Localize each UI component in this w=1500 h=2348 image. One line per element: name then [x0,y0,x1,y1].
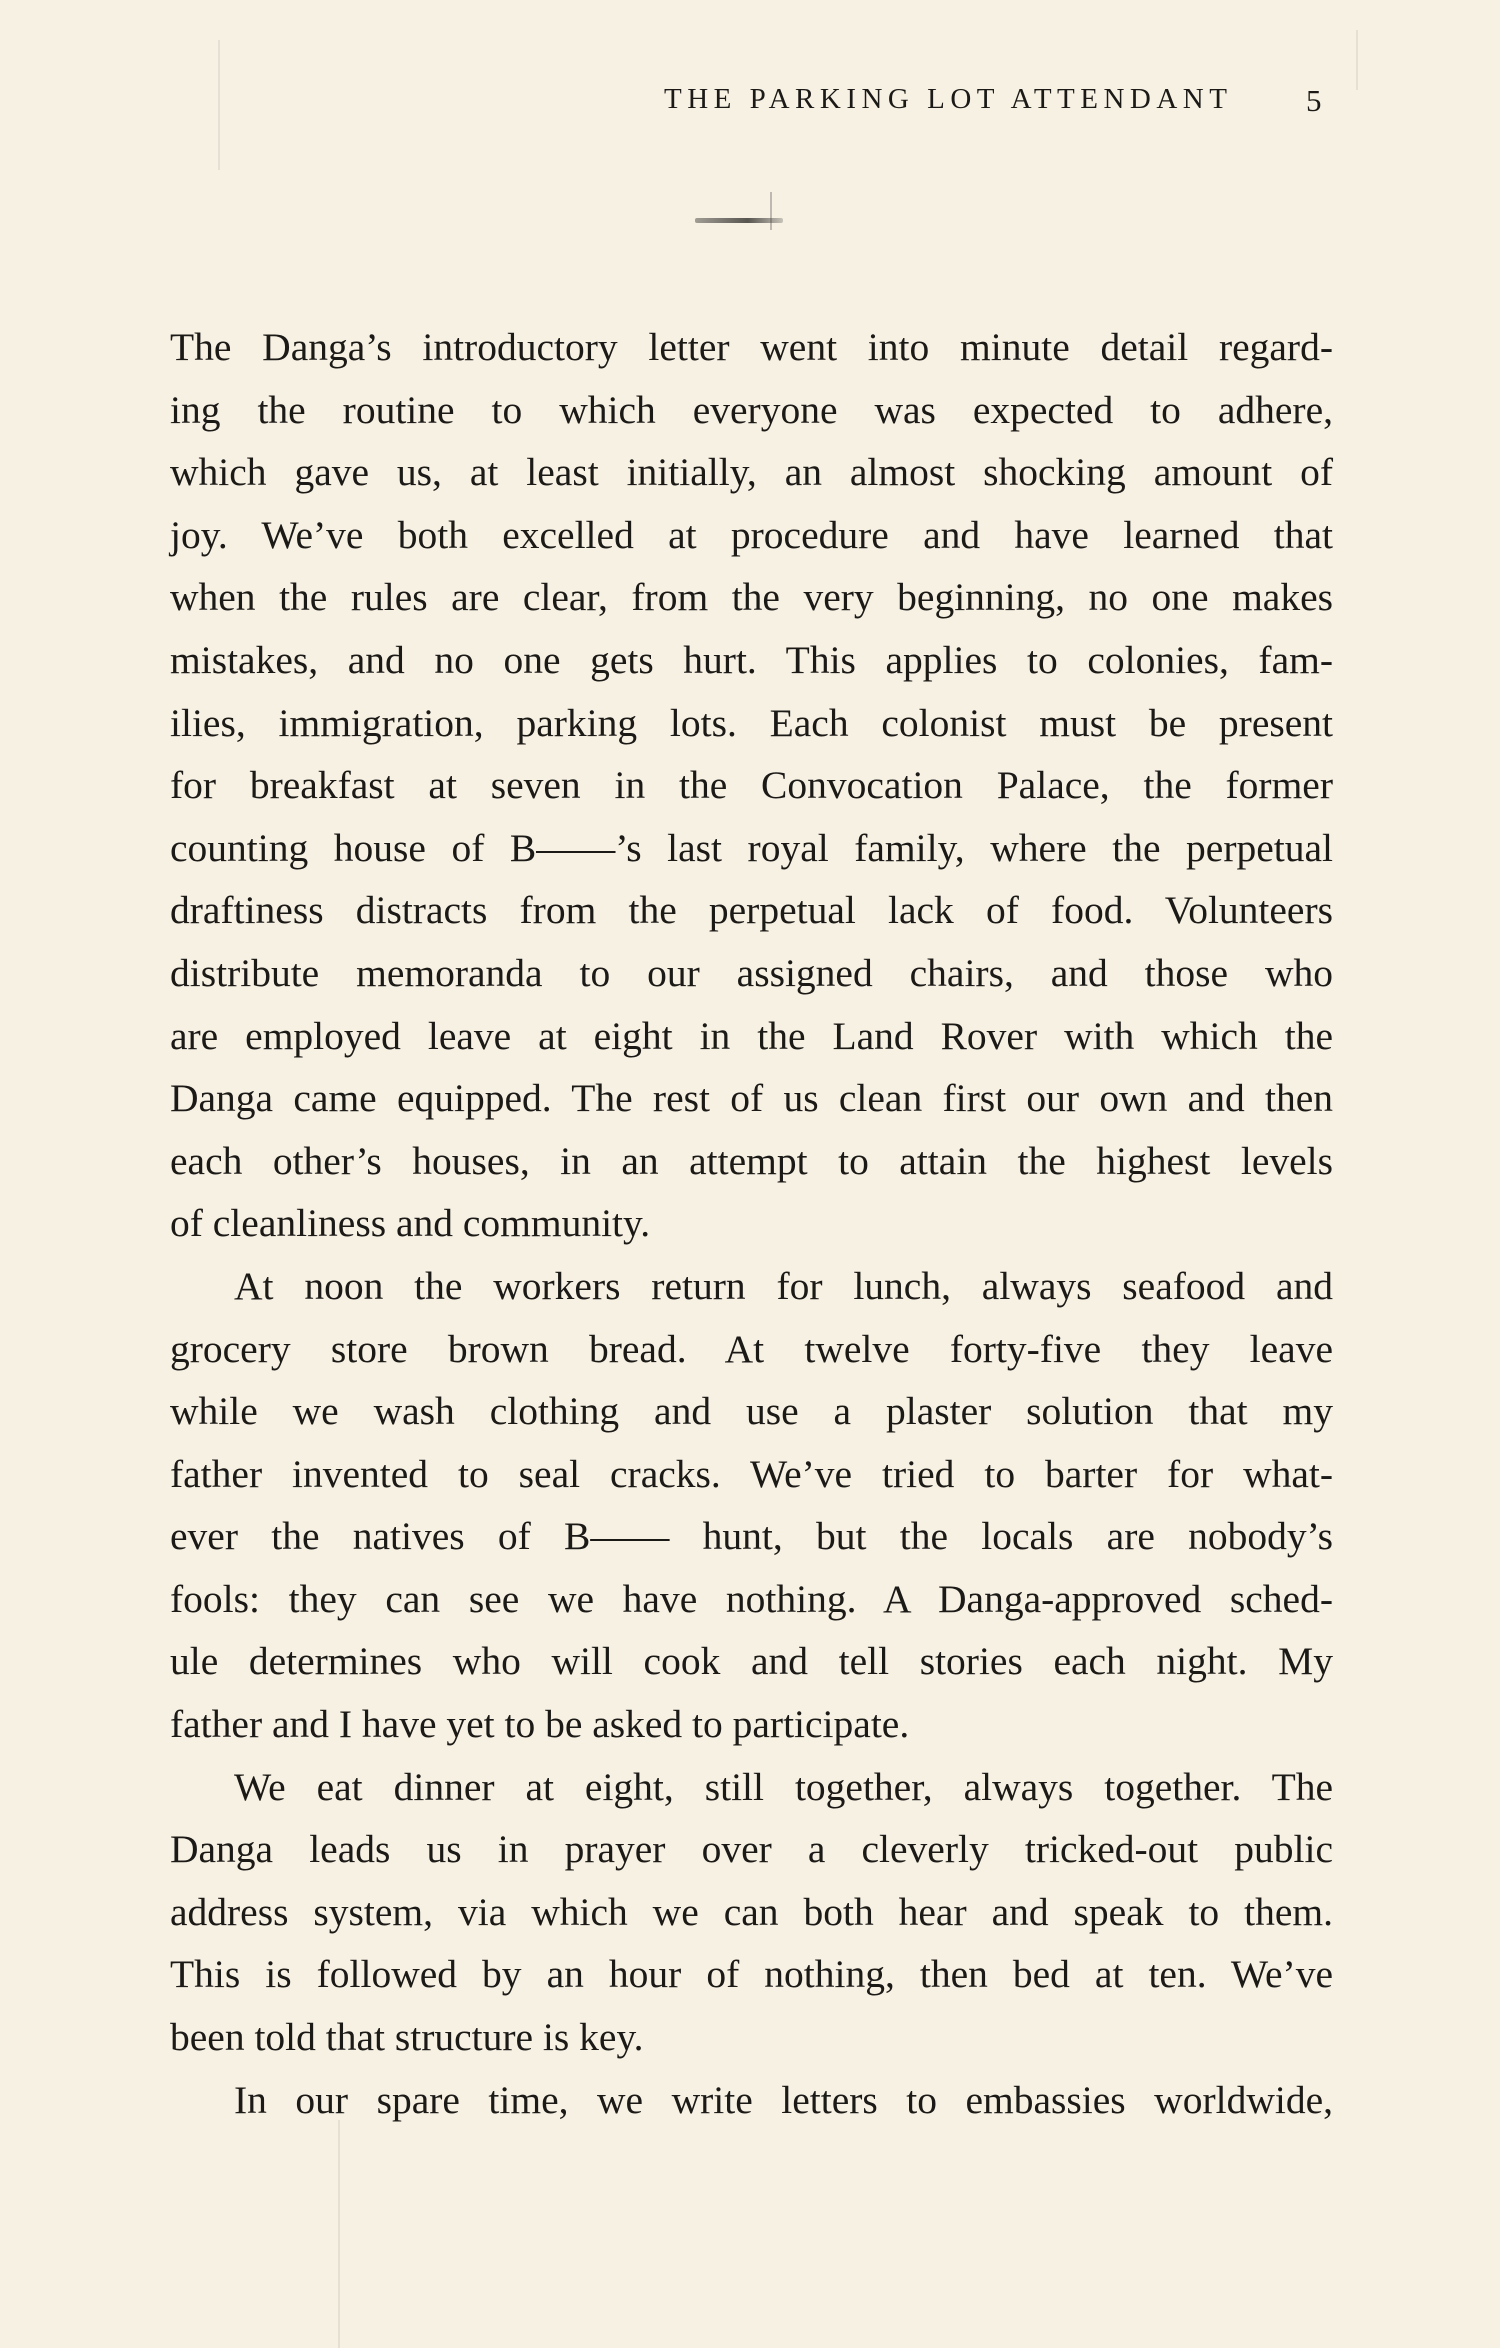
section-break-ornament [695,218,783,223]
paragraph [170,316,1333,1255]
text-line: father invented to seal cracks. We’ve tried to barter for what- [170,1451,1333,1496]
text-line: We eat dinner at eight, still together, always together. The [234,1764,1333,1809]
scan-artifact [338,2120,340,2348]
text-line: This is followed by an hour of nothing, then bed at ten. We’ve [170,1952,1333,1997]
text-line: when the rules are clear, from the very beginning, no one makes [170,575,1333,620]
text-line: each other’s houses, in an attempt to attain the highest levels [170,1138,1333,1183]
text-line: joy. We’ve both excelled at procedure and have learned that [170,512,1333,557]
text-line: for breakfast at seven in the Convocation Palace, the former [170,763,1333,808]
text-line: Danga leads us in prayer over a cleverly tricked-out public [170,1827,1333,1872]
text-line: ilies, immigration, parking lots. Each colonist must be present [170,700,1333,745]
section-break-tick [770,192,772,230]
text-line: ing the routine to which everyone was expected to adhere, [170,387,1333,432]
page-number: 5 [1306,83,1322,118]
paragraph [170,1255,1333,1756]
text-line: ule determines who will cook and tell stories each night. My [170,1639,1333,1684]
text-line: which gave us, at least initially, an almost shocking amount of [170,450,1333,495]
text-line: The Danga’s introductory letter went into minute detail regard- [170,325,1333,369]
text-line: mistakes, and no one gets hurt. This applies to colonies, fam- [170,637,1333,682]
text-line: while we wash clothing and use a plaster solution that my [170,1389,1333,1434]
text-line: counting house of B——’s last royal family, where the perpetual [170,825,1333,870]
body-text [170,316,1333,2131]
paragraph [170,2069,1333,2132]
scan-artifact [1356,30,1358,90]
paragraph [170,1756,1333,2069]
text-line: In our spare time, we write letters to embassies worldwide, [234,2077,1333,2122]
running-title: THE PARKING LOT ATTENDANT [664,83,1233,115]
running-head [0,83,1500,123]
text-line: Danga came equipped. The rest of us clean first our own and then [170,1076,1333,1121]
text-line: grocery store brown bread. At twelve forty-five they leave [170,1326,1333,1371]
text-line: are employed leave at eight in the Land Rover with which the [170,1013,1333,1058]
text-line: of cleanliness and community. [170,1201,651,1246]
text-line: been told that structure is key. [170,2015,644,2060]
text-line: fools: they can see we have nothing. A Danga-approved sched- [170,1576,1333,1621]
text-line: At noon the workers return for lunch, always seafood and [234,1263,1333,1308]
text-line: draftiness distracts from the perpetual lack of food. Volunteers [170,888,1333,933]
text-line: address system, via which we can both hear and speak to them. [170,1889,1333,1934]
text-line: father and I have yet to be asked to participate. [170,1702,910,1747]
text-line: ever the natives of B—— hunt, but the locals are nobody’s [170,1514,1333,1559]
text-line: distribute memoranda to our assigned chairs, and those who [170,950,1333,995]
